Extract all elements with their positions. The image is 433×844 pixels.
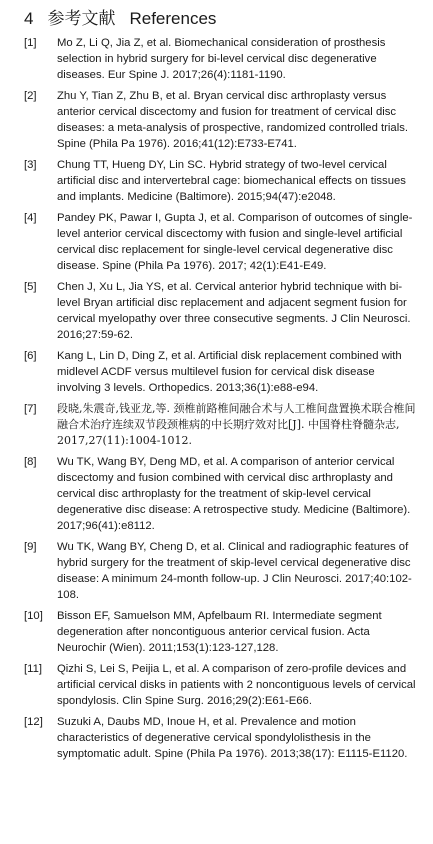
reference-list (24, 35, 419, 762)
reference-text: Kang L, Lin D, Ding Z, et al. Artificial disk replacement combined with midlevel ACDF versus multilevel fusion for cervical disk disease involving 3 levels. Orthopedics. 2013;36(1):e88-e94. (57, 350, 402, 394)
reference-text: Pandey PK, Pawar I, Gupta J, et al. Comparison of outcomes of single-level anterior cervical discectomy with fusion and single-level artificial cervical disc replacement for single-level cervical degenerative disc disease. Spine (Phila Pa 1976). 2017; 42(1):E41-E49. (57, 212, 413, 272)
reference-index: [3] (24, 159, 37, 171)
reference-item-11 (24, 661, 419, 709)
reference-index: [7] (24, 403, 37, 415)
reference-text: Chung TT, Hueng DY, Lin SC. Hybrid strategy of two-level cervical artificial disc and intervertebral cage: biomechanical effects on tissues and implants. Medicine (Baltimore). 2015;94(47):e2048. (57, 159, 406, 203)
reference-item-8 (24, 454, 419, 534)
reference-index: [10] (24, 610, 43, 622)
reference-text: Chen J, Xu L, Jia YS, et al. Cervical anterior hybrid technique with bi-level Bryan artificial disc replacement and adjacent segment fusion for cervical myelopathy over three consecutive segments. J Clin Neurosci. 2016;27:59-62. (57, 281, 411, 341)
reference-index: [5] (24, 281, 37, 293)
section-title-english: References (129, 9, 217, 28)
reference-text: Bisson EF, Samuelson MM, Apfelbaum RI. Intermediate segment degeneration after noncontiguous anterior cervical fusion. Acta Neurochir (Wien). 2011;153(1):123-127,128. (57, 610, 382, 654)
reference-text: Mo Z, Li Q, Jia Z, et al. Biomechanical consideration of prosthesis selection in hybrid surgery for bi-level cervical disc degenerative diseases. Eur Spine J. 2017;26(4):1181-1190. (57, 37, 386, 81)
reference-index: [9] (24, 541, 37, 553)
reference-item-12 (24, 714, 419, 762)
reference-item-5 (24, 279, 419, 343)
reference-index: [8] (24, 456, 37, 468)
reference-index: [4] (24, 212, 37, 224)
reference-item-1 (24, 35, 419, 83)
section-title-chinese: 参考文献 (47, 9, 116, 29)
reference-text: 段晓,朱震奇,钱亚龙,等. 颈椎前路椎间融合术与人工椎间盘置换术联合椎间融合术治疗连续双节段颈椎病的中长期疗效对比[J]. 中国脊柱脊髓杂志, 2017,27(11):1004-1012. (57, 402, 416, 447)
reference-item-2 (24, 88, 419, 152)
reference-index: [11] (24, 663, 43, 675)
reference-item-4 (24, 210, 419, 274)
reference-index: [1] (24, 37, 37, 49)
reference-index: [2] (24, 90, 37, 102)
reference-item-7 (24, 401, 419, 449)
reference-item-10 (24, 608, 419, 656)
reference-item-9 (24, 539, 419, 603)
reference-text: Qizhi S, Lei S, Peijia L, et al. A comparison of zero-profile devices and artificial cervical disks in patients with 2 noncontiguous levels of cervical spondylosis. Clin Spine Surg. 2016;29(2):E61-E66. (57, 663, 416, 707)
reference-item-6 (24, 348, 419, 396)
reference-text: Wu TK, Wang BY, Deng MD, et al. A comparison of anterior cervical discectomy and fusion combined with cervical disc arthroplasty and cervical disc arthroplasty for the treatment of skip-level cervical degenerative disc disease: A retrospective study. Medicine (Baltimore). 2017;96(41):e8112. (57, 456, 411, 532)
reference-text: Suzuki A, Daubs MD, Inoue H, et al. Prevalence and motion characteristics of degenerative cervical spondylolisthesis in the symptomatic adult. Spine (Phila Pa 1976). 2013;38(17): E1115-E1120. (57, 716, 408, 760)
reference-item-3 (24, 157, 419, 205)
reference-text: Zhu Y, Tian Z, Zhu B, et al. Bryan cervical disc arthroplasty versus anterior cervical discectomy and fusion for treatment of cervical disc diseases: a meta-analysis of prospective, randomized controlled trials. Spine (Phila Pa 1976). 2016;41(12):E733-E741. (57, 90, 408, 150)
reference-index: [6] (24, 350, 37, 362)
section-heading (24, 8, 419, 30)
section-number: 4 (24, 9, 34, 28)
reference-text: Wu TK, Wang BY, Cheng D, et al. Clinical and radiographic features of hybrid surgery for the treatment of skip-level cervical degenerative disc disease: A minimum 24-month follow-up. J Clin Neurosci. 2017;40:102-108. (57, 541, 412, 601)
reference-index: [12] (24, 716, 43, 728)
